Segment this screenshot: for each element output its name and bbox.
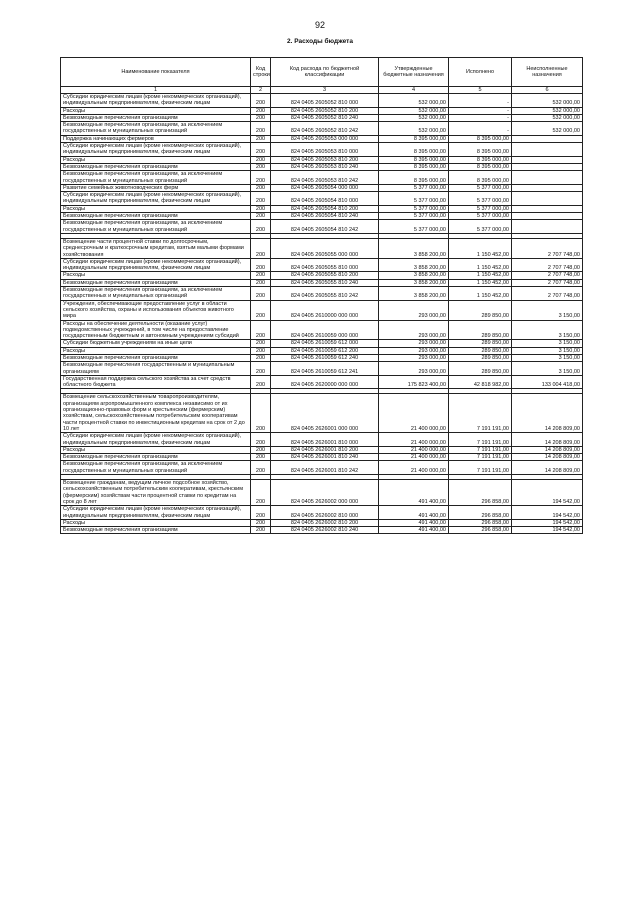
row-line-code-cell: 200 [251, 171, 271, 185]
row-line-code-cell: 200 [251, 184, 271, 191]
row-approved-cell: 8 395 000,00 [379, 171, 449, 185]
table-row [61, 433, 583, 447]
row-name-cell: Безвозмездные перечисления организациям [61, 213, 251, 220]
table-row [61, 163, 583, 170]
row-line-code-cell: 200 [251, 192, 271, 206]
table-row [61, 362, 583, 376]
row-name-cell: Безвозмездные перечисления организациям, за исключением государственных и муниципальных организаций [61, 220, 251, 234]
row-executed-cell: 296 858,00 [449, 519, 512, 526]
table-row [61, 506, 583, 520]
row-approved-cell: 3 858 200,00 [379, 272, 449, 279]
row-line-code-cell: 200 [251, 156, 271, 163]
row-name-cell: Безвозмездные перечисления государственным и муниципальным организациям [61, 362, 251, 376]
row-approved-cell: 5 377 000,00 [379, 205, 449, 212]
row-line-code-cell: 200 [251, 287, 271, 301]
row-line-code-cell: 200 [251, 135, 271, 142]
row-line-code-cell: 200 [251, 519, 271, 526]
row-name-cell: Безвозмездные перечисления организациям [61, 527, 251, 534]
row-classification-code-cell: 824 0405 2610059 000 000 [271, 320, 379, 340]
row-classification-code-cell: 824 0405 2605053 810 000 [271, 143, 379, 157]
row-approved-cell: 8 395 000,00 [379, 163, 449, 170]
row-approved-cell: 5 377 000,00 [379, 213, 449, 220]
row-line-code-cell: 200 [251, 375, 271, 389]
row-executed-cell: 289 850,00 [449, 320, 512, 340]
row-classification-code-cell: 824 0405 2605053 810 240 [271, 163, 379, 170]
row-executed-cell: - [449, 114, 512, 121]
row-name-cell: Безвозмездные перечисления организациям [61, 454, 251, 461]
row-classification-code-cell: 824 0405 2626001 810 240 [271, 454, 379, 461]
row-executed-cell: 1 150 452,00 [449, 258, 512, 272]
row-executed-cell: 7 191 191,00 [449, 394, 512, 433]
column-number-row [61, 87, 583, 94]
row-name-cell: Безвозмездные перечисления организациям [61, 279, 251, 286]
row-classification-code-cell: 824 0405 2605053 810 242 [271, 171, 379, 185]
row-approved-cell: 532 000,00 [379, 114, 449, 121]
row-classification-code-cell: 824 0405 2610059 612 000 [271, 340, 379, 347]
row-executed-cell: 7 191 191,00 [449, 461, 512, 475]
row-classification-code-cell: 824 0405 2605054 810 242 [271, 220, 379, 234]
row-line-code-cell: 200 [251, 446, 271, 453]
row-executed-cell: 8 395 000,00 [449, 171, 512, 185]
row-executed-cell: 1 150 452,00 [449, 272, 512, 279]
row-remaining-cell [512, 220, 583, 234]
row-executed-cell: 5 377 000,00 [449, 192, 512, 206]
row-executed-cell: 289 850,00 [449, 362, 512, 376]
row-classification-code-cell: 824 0405 2605052 810 200 [271, 107, 379, 114]
table-row [61, 213, 583, 220]
row-remaining-cell: 133 004 418,00 [512, 375, 583, 389]
row-remaining-cell: 532 000,00 [512, 107, 583, 114]
row-classification-code-cell: 824 0405 2626001 810 242 [271, 461, 379, 475]
expenditure-table [60, 57, 583, 534]
row-remaining-cell: 3 150,00 [512, 347, 583, 354]
row-executed-cell: 289 850,00 [449, 300, 512, 320]
row-name-cell: Безвозмездные перечисления организациям [61, 163, 251, 170]
row-line-code-cell: 200 [251, 238, 271, 258]
page-number: 92 [314, 20, 325, 30]
row-executed-cell: 289 850,00 [449, 347, 512, 354]
row-line-code-cell: 200 [251, 347, 271, 354]
row-executed-cell: 296 858,00 [449, 506, 512, 520]
row-remaining-cell [512, 143, 583, 157]
column-number: 2 [251, 87, 271, 94]
table-row [61, 171, 583, 185]
row-remaining-cell [512, 171, 583, 185]
row-classification-code-cell: 824 0405 2605055 810 240 [271, 279, 379, 286]
table-row [61, 258, 583, 272]
row-line-code-cell: 200 [251, 433, 271, 447]
row-line-code-cell: 200 [251, 213, 271, 220]
row-executed-cell: 5 377 000,00 [449, 184, 512, 191]
row-line-code-cell: 200 [251, 362, 271, 376]
row-executed-cell: 8 395 000,00 [449, 163, 512, 170]
row-remaining-cell: 194 542,00 [512, 519, 583, 526]
row-executed-cell: 42 818 982,00 [449, 375, 512, 389]
row-name-cell: Развитие семейных животноводческих ферм [61, 184, 251, 191]
row-remaining-cell: 194 542,00 [512, 480, 583, 506]
table-row [61, 135, 583, 142]
row-approved-cell: 8 395 000,00 [379, 135, 449, 142]
row-executed-cell: 5 377 000,00 [449, 220, 512, 234]
row-executed-cell: 7 191 191,00 [449, 454, 512, 461]
row-line-code-cell: 200 [251, 320, 271, 340]
column-number: 1 [61, 87, 251, 94]
row-approved-cell: 532 000,00 [379, 94, 449, 108]
row-line-code-cell: 200 [251, 114, 271, 121]
row-name-cell: Государственная поддержка сельского хозяйства за счет средств областного бюджета [61, 375, 251, 389]
row-line-code-cell: 200 [251, 143, 271, 157]
table-row [61, 519, 583, 526]
row-name-cell: Возмещение части процентной ставки по долгосрочным, среднесрочным и краткосрочным кредитам, взятым малыми формами хозяйствования [61, 238, 251, 258]
row-remaining-cell: 532 000,00 [512, 122, 583, 136]
row-name-cell: Безвозмездные перечисления организациям, за исключением государственных и муниципальных организаций [61, 461, 251, 475]
row-classification-code-cell: 824 0405 2626002 810 200 [271, 519, 379, 526]
table-row [61, 347, 583, 354]
row-approved-cell: 3 858 200,00 [379, 287, 449, 301]
table-row [61, 279, 583, 286]
row-executed-cell: 7 191 191,00 [449, 446, 512, 453]
row-name-cell: Расходы [61, 446, 251, 453]
row-executed-cell: 1 150 452,00 [449, 279, 512, 286]
table-row [61, 156, 583, 163]
row-classification-code-cell: 824 0405 2626002 810 000 [271, 506, 379, 520]
table-row [61, 114, 583, 121]
row-name-cell: Безвозмездные перечисления организациям [61, 114, 251, 121]
row-approved-cell: 491 400,00 [379, 519, 449, 526]
row-line-code-cell: 200 [251, 279, 271, 286]
row-name-cell: Расходы на обеспечение деятельности (оказание услуг) подведомственных учреждений, в том числе на предоставление государственным бюджетным и автономным учреждениям субсидий [61, 320, 251, 340]
row-remaining-cell: 194 542,00 [512, 527, 583, 534]
row-classification-code-cell: 824 0405 2605054 810 200 [271, 205, 379, 212]
row-line-code-cell: 200 [251, 258, 271, 272]
row-executed-cell: 7 191 191,00 [449, 433, 512, 447]
row-remaining-cell: 3 150,00 [512, 320, 583, 340]
row-line-code-cell: 200 [251, 461, 271, 475]
table-row [61, 300, 583, 320]
row-classification-code-cell: 824 0405 2626002 810 240 [271, 527, 379, 534]
row-classification-code-cell: 824 0405 2605055 810 200 [271, 272, 379, 279]
row-approved-cell: 293 000,00 [379, 354, 449, 361]
row-approved-cell: 5 377 000,00 [379, 184, 449, 191]
row-approved-cell: 293 000,00 [379, 362, 449, 376]
row-remaining-cell: 3 150,00 [512, 300, 583, 320]
row-executed-cell: 8 395 000,00 [449, 156, 512, 163]
row-classification-code-cell: 824 0405 2626001 000 000 [271, 394, 379, 433]
row-classification-code-cell: 824 0405 2605055 810 242 [271, 287, 379, 301]
column-header-line-code: Код строки [251, 58, 271, 87]
row-name-cell: Субсидии юридическим лицам (кроме некоммерческих организаций), индивидуальным предпринимателям, физическим лицам [61, 192, 251, 206]
row-remaining-cell: 532 000,00 [512, 94, 583, 108]
table-row [61, 354, 583, 361]
row-name-cell: Расходы [61, 347, 251, 354]
row-executed-cell: 289 850,00 [449, 340, 512, 347]
row-remaining-cell: 194 542,00 [512, 506, 583, 520]
table-row [61, 107, 583, 114]
row-line-code-cell: 200 [251, 220, 271, 234]
table-row [61, 446, 583, 453]
row-approved-cell: 21 400 000,00 [379, 446, 449, 453]
table-row [61, 238, 583, 258]
table-row [61, 220, 583, 234]
column-number: 5 [449, 87, 512, 94]
table-row [61, 205, 583, 212]
column-header-classification-code: Код расхода по бюджетной классификации [271, 58, 379, 87]
row-remaining-cell: 14 208 809,00 [512, 433, 583, 447]
row-executed-cell: 5 377 000,00 [449, 213, 512, 220]
row-remaining-cell [512, 156, 583, 163]
row-name-cell: Субсидии юридическим лицам (кроме некоммерческих организаций), индивидуальным предпринимателям, физическим лицам [61, 506, 251, 520]
row-name-cell: Расходы [61, 107, 251, 114]
row-line-code-cell: 200 [251, 340, 271, 347]
column-header-executed: Исполнено [449, 58, 512, 87]
row-approved-cell: 532 000,00 [379, 107, 449, 114]
table-row [61, 122, 583, 136]
row-remaining-cell: 2 707 748,00 [512, 258, 583, 272]
row-remaining-cell: 2 707 748,00 [512, 279, 583, 286]
row-approved-cell: 175 823 400,00 [379, 375, 449, 389]
row-line-code-cell: 200 [251, 163, 271, 170]
row-approved-cell: 293 000,00 [379, 300, 449, 320]
row-classification-code-cell: 824 0405 2605054 000 000 [271, 184, 379, 191]
row-approved-cell: 3 858 200,00 [379, 238, 449, 258]
row-line-code-cell: 200 [251, 480, 271, 506]
row-classification-code-cell: 824 0405 2626001 810 000 [271, 433, 379, 447]
row-name-cell: Учреждения, обеспечивающие предоставление услуг в области сельского хозяйства, охраны и использования объектов животного мира [61, 300, 251, 320]
row-name-cell: Субсидии юридическим лицам (кроме некоммерческих организаций), индивидуальным предпринимателям, физическим лицам [61, 143, 251, 157]
table-row [61, 375, 583, 389]
row-approved-cell: 21 400 000,00 [379, 433, 449, 447]
row-remaining-cell [512, 184, 583, 191]
table-row [61, 287, 583, 301]
row-name-cell: Безвозмездные перечисления организациям, за исключением государственных и муниципальных организаций [61, 287, 251, 301]
row-name-cell: Возмещение гражданам, ведущим личное подсобное хозяйство, сельскохозяйственным потребительским кооперативам, крестьянским (фермерским) хозяйствам части процентной ставки по кредитам на срок до 8 лет [61, 480, 251, 506]
row-remaining-cell: 3 150,00 [512, 362, 583, 376]
row-classification-code-cell: 824 0405 2626002 000 000 [271, 480, 379, 506]
row-name-cell: Субсидии юридическим лицам (кроме некоммерческих организаций), индивидуальным предпринимателям, физическим лицам [61, 258, 251, 272]
table-row [61, 454, 583, 461]
row-classification-code-cell: 824 0405 2626001 810 200 [271, 446, 379, 453]
row-remaining-cell: 14 208 809,00 [512, 394, 583, 433]
row-approved-cell: 491 400,00 [379, 506, 449, 520]
row-remaining-cell: 3 150,00 [512, 354, 583, 361]
row-classification-code-cell: 824 0405 2605054 810 240 [271, 213, 379, 220]
row-approved-cell: 293 000,00 [379, 340, 449, 347]
row-name-cell: Расходы [61, 156, 251, 163]
row-line-code-cell: 200 [251, 454, 271, 461]
table-row [61, 480, 583, 506]
column-header-remaining: Неисполненные назначения [512, 58, 583, 87]
row-executed-cell: - [449, 122, 512, 136]
row-line-code-cell: 200 [251, 506, 271, 520]
table-row [61, 461, 583, 475]
row-name-cell: Расходы [61, 519, 251, 526]
row-name-cell: Расходы [61, 205, 251, 212]
row-remaining-cell: 14 208 809,00 [512, 454, 583, 461]
row-line-code-cell: 200 [251, 354, 271, 361]
row-remaining-cell: 2 707 748,00 [512, 272, 583, 279]
column-number: 4 [379, 87, 449, 94]
row-approved-cell: 5 377 000,00 [379, 220, 449, 234]
row-line-code-cell: 200 [251, 394, 271, 433]
row-executed-cell: - [449, 107, 512, 114]
row-approved-cell: 5 377 000,00 [379, 192, 449, 206]
row-executed-cell: 5 377 000,00 [449, 205, 512, 212]
row-line-code-cell: 200 [251, 94, 271, 108]
row-approved-cell: 491 400,00 [379, 480, 449, 506]
row-line-code-cell: 200 [251, 527, 271, 534]
row-classification-code-cell: 824 0405 2605052 810 242 [271, 122, 379, 136]
table-row [61, 527, 583, 534]
row-name-cell: Субсидии бюджетным учреждениям на иные цели [61, 340, 251, 347]
row-approved-cell: 3 858 200,00 [379, 258, 449, 272]
row-executed-cell: - [449, 94, 512, 108]
row-classification-code-cell: 824 0405 2605055 810 000 [271, 258, 379, 272]
row-executed-cell: 296 858,00 [449, 480, 512, 506]
row-classification-code-cell: 824 0405 2605054 810 000 [271, 192, 379, 206]
table-body [61, 94, 583, 534]
row-name-cell: Безвозмездные перечисления организациям [61, 354, 251, 361]
row-approved-cell: 8 395 000,00 [379, 143, 449, 157]
row-remaining-cell [512, 205, 583, 212]
table-row [61, 272, 583, 279]
row-name-cell: Возмещение сельскохозяйственным товаропроизводителям, организациям агропромышленного комплекса независимо от их организационно-правовых форм и крестьянским (фермерским) хозяйствам, сельскохозяйственным потребительским кооперативам части процентной ставки по инвестиционным кредитам на срок от 2 до 10 лет [61, 394, 251, 433]
table-row [61, 143, 583, 157]
column-header-approved: Утвержденные бюджетные назначения [379, 58, 449, 87]
row-remaining-cell: 14 208 809,00 [512, 446, 583, 453]
row-name-cell: Безвозмездные перечисления организациям, за исключением государственных и муниципальных организаций [61, 171, 251, 185]
row-name-cell: Субсидии юридическим лицам (кроме некоммерческих организаций), индивидуальным предпринимателям, физическим лицам [61, 94, 251, 108]
row-name-cell: Безвозмездные перечисления организациям, за исключением государственных и муниципальных организаций [61, 122, 251, 136]
row-executed-cell: 8 395 000,00 [449, 135, 512, 142]
row-remaining-cell: 532 000,00 [512, 114, 583, 121]
row-line-code-cell: 200 [251, 272, 271, 279]
row-classification-code-cell: 824 0405 2610000 000 000 [271, 300, 379, 320]
row-executed-cell: 289 850,00 [449, 354, 512, 361]
row-executed-cell: 296 858,00 [449, 527, 512, 534]
row-remaining-cell [512, 163, 583, 170]
row-remaining-cell: 14 208 809,00 [512, 461, 583, 475]
row-classification-code-cell: 824 0405 2610059 612 241 [271, 362, 379, 376]
row-name-cell: Поддержка начинающих фермеров [61, 135, 251, 142]
table-row [61, 340, 583, 347]
row-classification-code-cell: 824 0405 2610059 612 200 [271, 347, 379, 354]
row-approved-cell: 491 400,00 [379, 527, 449, 534]
row-approved-cell: 21 400 000,00 [379, 454, 449, 461]
table-row [61, 184, 583, 191]
row-remaining-cell: 2 707 748,00 [512, 238, 583, 258]
row-executed-cell: 8 395 000,00 [449, 143, 512, 157]
row-classification-code-cell: 824 0405 2605055 000 000 [271, 238, 379, 258]
row-remaining-cell [512, 192, 583, 206]
row-classification-code-cell: 824 0405 2605053 810 200 [271, 156, 379, 163]
row-remaining-cell [512, 213, 583, 220]
page-title: 2. Расходы бюджета [287, 38, 353, 45]
row-executed-cell: 1 150 452,00 [449, 238, 512, 258]
row-name-cell: Расходы [61, 272, 251, 279]
column-number: 6 [512, 87, 583, 94]
row-line-code-cell: 200 [251, 107, 271, 114]
table-row [61, 94, 583, 108]
row-classification-code-cell: 824 0405 2605052 810 240 [271, 114, 379, 121]
table-row [61, 192, 583, 206]
row-line-code-cell: 200 [251, 300, 271, 320]
table-row [61, 320, 583, 340]
table-header-row [61, 58, 583, 87]
row-executed-cell: 1 150 452,00 [449, 287, 512, 301]
row-approved-cell: 21 400 000,00 [379, 394, 449, 433]
row-approved-cell: 532 000,00 [379, 122, 449, 136]
row-approved-cell: 293 000,00 [379, 347, 449, 354]
row-line-code-cell: 200 [251, 205, 271, 212]
row-remaining-cell: 3 150,00 [512, 340, 583, 347]
column-header-name: Наименование показателя [61, 58, 251, 87]
column-number: 3 [271, 87, 379, 94]
row-classification-code-cell: 824 0405 2605052 810 000 [271, 94, 379, 108]
row-remaining-cell: 2 707 748,00 [512, 287, 583, 301]
row-approved-cell: 8 395 000,00 [379, 156, 449, 163]
table-row [61, 394, 583, 433]
row-classification-code-cell: 824 0405 2610059 612 240 [271, 354, 379, 361]
row-remaining-cell [512, 135, 583, 142]
row-classification-code-cell: 824 0405 2605053 000 000 [271, 135, 379, 142]
row-approved-cell: 21 400 000,00 [379, 461, 449, 475]
row-classification-code-cell: 824 0405 2620000 000 000 [271, 375, 379, 389]
row-line-code-cell: 200 [251, 122, 271, 136]
row-name-cell: Субсидии юридическим лицам (кроме некоммерческих организаций), индивидуальным предпринимателям, физическим лицам [61, 433, 251, 447]
row-approved-cell: 293 000,00 [379, 320, 449, 340]
row-approved-cell: 3 858 200,00 [379, 279, 449, 286]
